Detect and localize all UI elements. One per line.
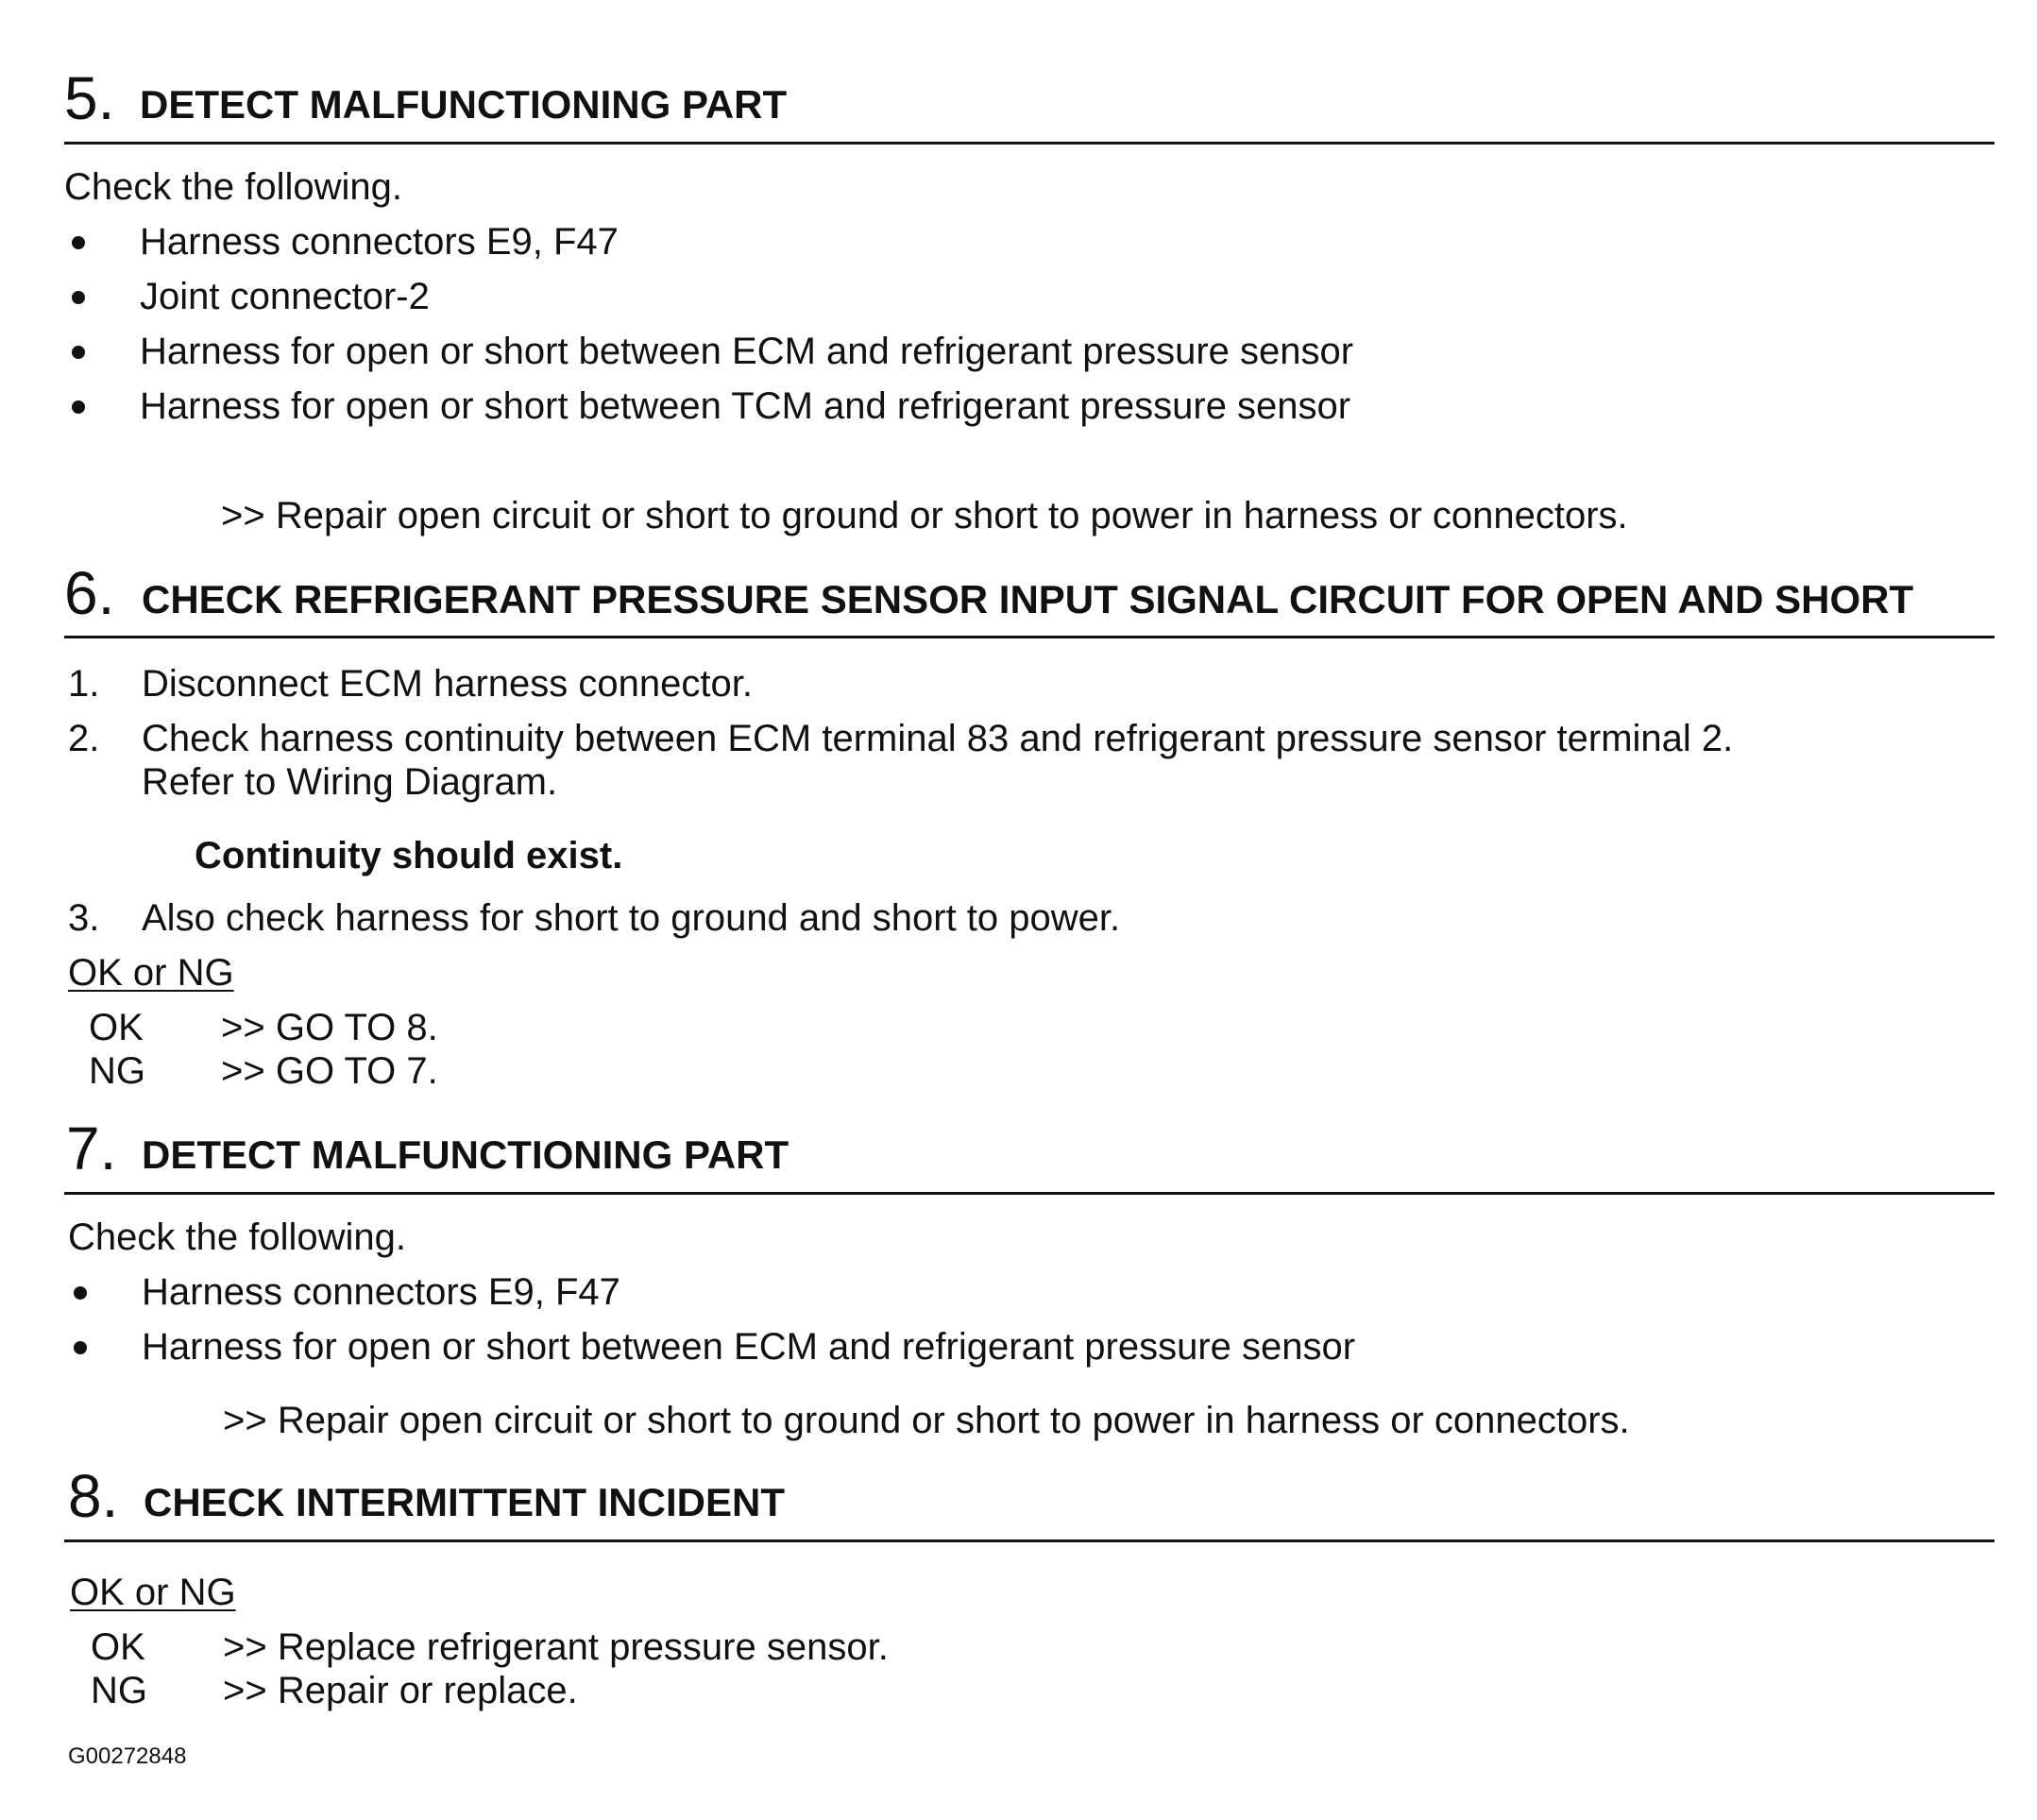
section-6-rule [64, 636, 1995, 638]
section-8-result-ng-key: NG [91, 1670, 147, 1711]
section-8-result-ok-key: OK [91, 1626, 145, 1668]
section-5-number: 5. [64, 64, 115, 132]
document-id: G00272848 [68, 1743, 187, 1769]
section-5-title: DETECT MALFUNCTIONING PART [140, 82, 788, 127]
section-8-result-label: OK or NG [70, 1572, 236, 1613]
section-6-step-2-text: Check harness continuity between ECM terminal 83 and refrigerant pressure sensor terminal 2. [142, 718, 1734, 759]
section-6-step-1-text: Disconnect ECM harness connector. [142, 663, 753, 705]
section-8-rule [64, 1539, 1995, 1542]
section-6-result-ok-value: >> GO TO 8. [221, 1007, 438, 1048]
section-6-number: 6. [64, 559, 115, 627]
section-6-step-2-num: 2. [68, 718, 100, 759]
section-7-intro: Check the following. [68, 1216, 406, 1258]
section-5-bullet-2: Joint connector-2 [140, 276, 430, 317]
section-6-result-ng-key: NG [89, 1050, 145, 1092]
section-5-intro: Check the following. [64, 166, 402, 208]
section-5-bullet-4: Harness for open or short between TCM and refrigerant pressure sensor [140, 385, 1351, 427]
section-6-step-3-text: Also check harness for short to ground and short to power. [142, 897, 1121, 939]
section-8-result-ng-value: >> Repair or replace. [223, 1670, 578, 1711]
section-6-spec: Continuity should exist. [195, 835, 623, 876]
section-7-number: 7. [66, 1114, 117, 1182]
section-7-bullet-2: Harness for open or short between ECM and refrigerant pressure sensor [142, 1326, 1356, 1368]
bullet-icon [74, 1286, 87, 1300]
section-8-number: 8. [68, 1462, 119, 1530]
section-5-bullet-3: Harness for open or short between ECM and refrigerant pressure sensor [140, 331, 1354, 372]
section-7-title: DETECT MALFUNCTIONING PART [142, 1132, 789, 1177]
section-7-bullet-1: Harness connectors E9, F47 [142, 1271, 620, 1313]
section-6-result-ng-value: >> GO TO 7. [221, 1050, 438, 1092]
section-6-title: CHECK REFRIGERANT PRESSURE SENSOR INPUT SIGNAL CIRCUIT FOR OPEN AND SHORT [142, 577, 1914, 621]
section-6-result-label: OK or NG [68, 952, 234, 994]
section-5-bullet-1: Harness connectors E9, F47 [140, 221, 619, 263]
section-6-step-2-text2: Refer to Wiring Diagram. [142, 761, 558, 803]
section-6-step-3-num: 3. [68, 897, 100, 939]
section-7-rule [64, 1192, 1995, 1195]
section-7-action: >> Repair open circuit or short to ground or short to power in harness or connectors. [223, 1400, 1630, 1441]
bullet-icon [72, 346, 85, 359]
bullet-icon [72, 291, 85, 304]
bullet-icon [72, 400, 85, 414]
section-5-rule [64, 142, 1995, 145]
bullet-icon [74, 1341, 87, 1354]
section-6-result-ok-key: OK [89, 1007, 144, 1048]
bullet-icon [72, 236, 85, 249]
section-5-action: >> Repair open circuit or short to ground or short to power in harness or connectors. [221, 495, 1628, 536]
section-8-title: CHECK INTERMITTENT INCIDENT [144, 1480, 785, 1524]
section-8-result-ok-value: >> Replace refrigerant pressure sensor. [223, 1626, 889, 1668]
section-6-step-1-num: 1. [68, 663, 100, 705]
